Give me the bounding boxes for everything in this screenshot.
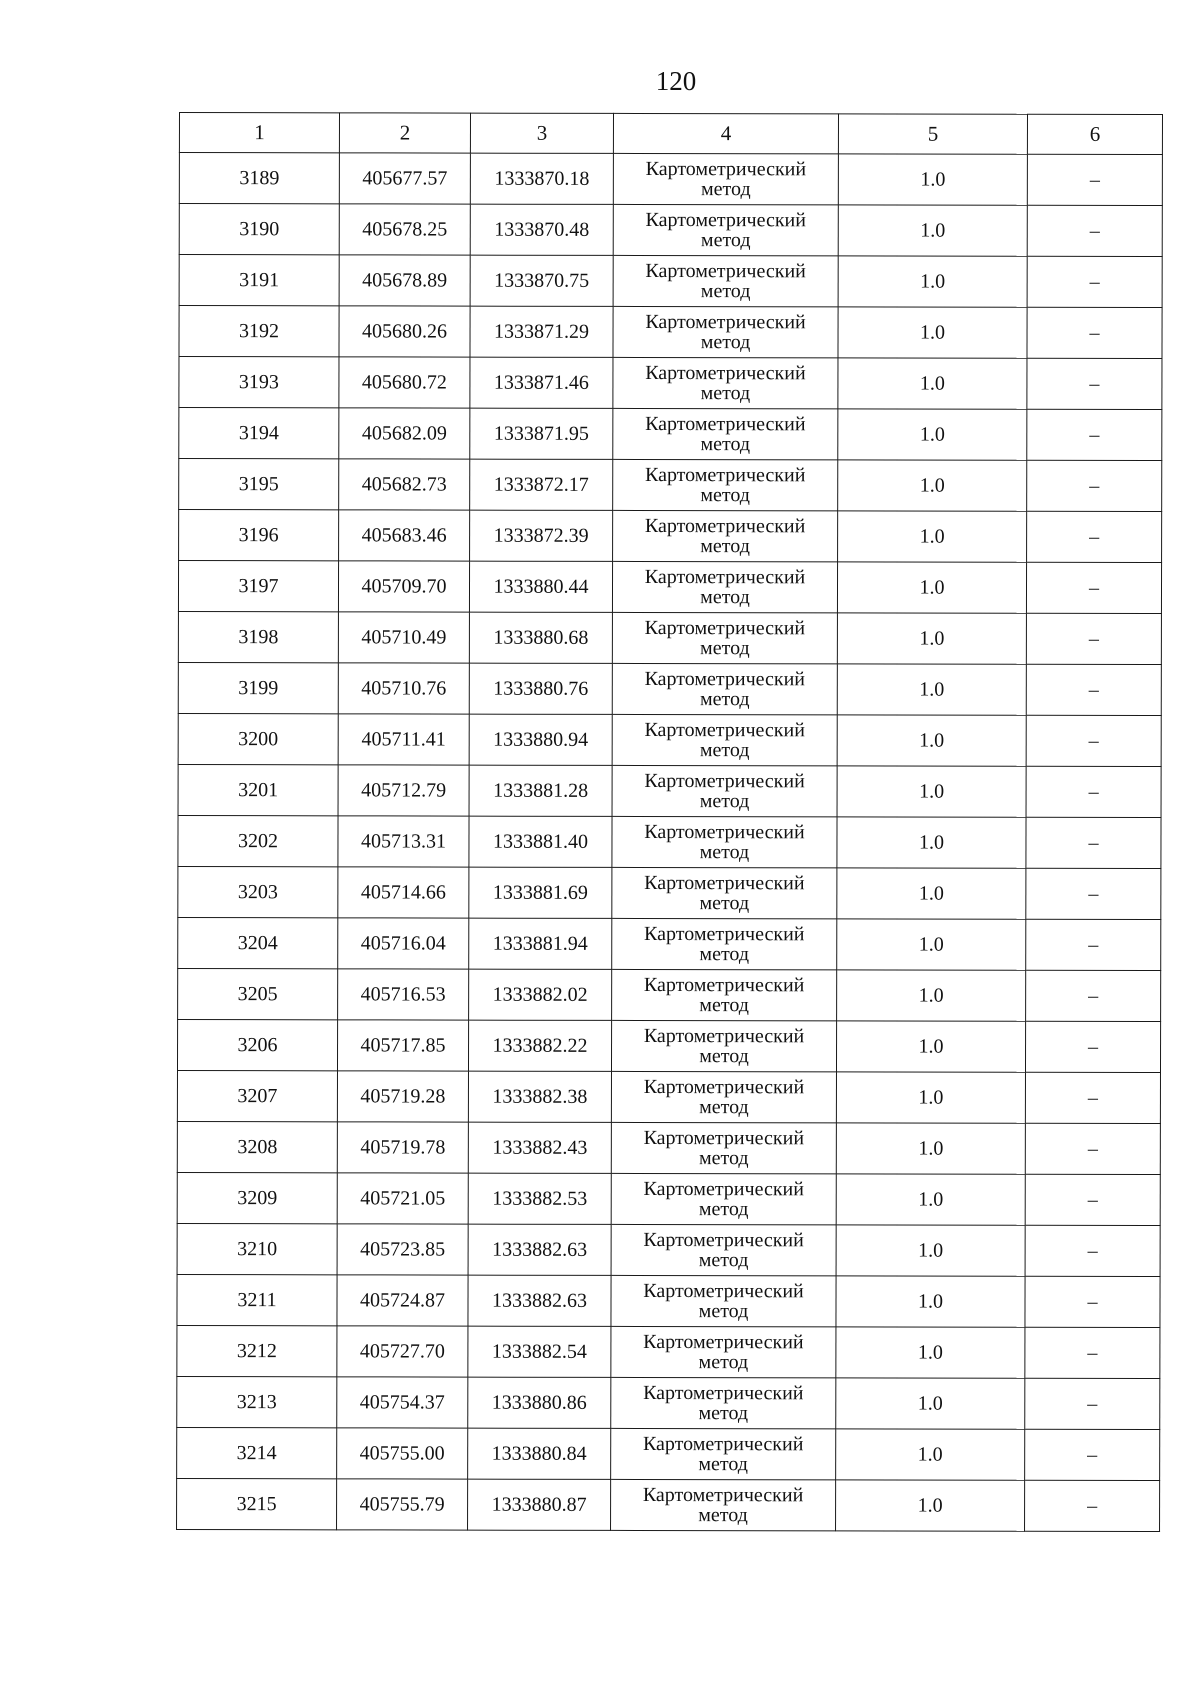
x-coordinate-cell: 405723.85 xyxy=(337,1224,468,1275)
point-number-cell: 3191 xyxy=(179,255,339,306)
point-number-cell: 3204 xyxy=(178,917,338,968)
point-number-cell: 3193 xyxy=(179,357,339,408)
x-coordinate-cell: 405682.09 xyxy=(339,408,470,459)
x-coordinate-cell: 405712.79 xyxy=(338,765,469,816)
method-line-2: метод xyxy=(700,586,750,609)
accuracy-cell: 1.0 xyxy=(837,562,1026,613)
method-line-1: Картометрический xyxy=(644,769,805,793)
method-line-1: Картометрический xyxy=(644,718,805,742)
y-coordinate-cell: 1333881.69 xyxy=(469,867,612,918)
description-cell: – xyxy=(1026,970,1161,1021)
point-number-cell: 3207 xyxy=(177,1070,337,1121)
method-line-1: Картометрический xyxy=(644,667,806,691)
method-line-1: Картометрический xyxy=(643,1024,805,1048)
description-cell: – xyxy=(1025,1174,1160,1225)
y-coordinate-cell: 1333871.46 xyxy=(470,357,613,408)
table-row xyxy=(177,1325,1160,1378)
point-number-cell: 3215 xyxy=(177,1478,337,1529)
y-coordinate-cell: 1333882.22 xyxy=(468,1020,611,1071)
y-coordinate-cell: 1333882.02 xyxy=(469,969,612,1020)
y-coordinate-cell: 1333882.63 xyxy=(468,1224,611,1275)
point-number-cell: 3194 xyxy=(179,408,339,459)
method-line-2: метод xyxy=(698,1300,749,1323)
method-cell xyxy=(612,969,837,1020)
y-coordinate-cell: 1333870.48 xyxy=(470,204,613,255)
accuracy-cell: 1.0 xyxy=(838,511,1027,562)
header-cell: 5 xyxy=(838,114,1027,154)
method-cell xyxy=(612,561,837,612)
method-line-2: метод xyxy=(699,943,750,966)
point-number-cell: 3209 xyxy=(177,1172,337,1223)
method-cell xyxy=(612,765,837,816)
y-coordinate-cell: 1333880.76 xyxy=(469,663,612,714)
method-line-1: Картометрический xyxy=(645,208,807,232)
accuracy-cell: 1.0 xyxy=(837,919,1026,970)
table-row xyxy=(178,561,1161,614)
accuracy-cell: 1.0 xyxy=(837,613,1026,664)
point-number-cell: 3189 xyxy=(179,153,339,204)
table-row xyxy=(178,866,1161,919)
method-cell xyxy=(611,1275,836,1326)
method-cell xyxy=(612,714,837,765)
y-coordinate-cell: 1333882.53 xyxy=(468,1173,611,1224)
point-number-cell: 3196 xyxy=(179,510,339,561)
method-line-2: метод xyxy=(699,1096,749,1119)
point-number-cell: 3210 xyxy=(177,1223,337,1274)
method-cell xyxy=(612,612,837,663)
accuracy-cell: 1.0 xyxy=(836,1225,1025,1276)
description-cell: – xyxy=(1025,1429,1160,1480)
description-cell: – xyxy=(1026,817,1161,868)
method-cell xyxy=(611,1224,836,1275)
method-line-1: Картометрический xyxy=(645,310,806,334)
accuracy-cell: 1.0 xyxy=(838,205,1027,256)
point-number-cell: 3200 xyxy=(178,713,338,764)
description-cell: – xyxy=(1025,1225,1160,1276)
description-cell: – xyxy=(1026,715,1161,766)
y-coordinate-cell: 1333871.29 xyxy=(470,306,613,357)
method-line-2: метод xyxy=(698,1402,749,1425)
method-cell xyxy=(611,1479,836,1530)
table-row xyxy=(179,357,1162,410)
y-coordinate-cell: 1333881.94 xyxy=(469,918,612,969)
table-row xyxy=(177,1376,1160,1429)
page-number: 120 xyxy=(655,66,697,96)
method-cell xyxy=(613,255,838,306)
table-row xyxy=(178,815,1161,868)
x-coordinate-cell: 405713.31 xyxy=(338,816,469,867)
method-line-2: метод xyxy=(698,1249,749,1272)
table-row xyxy=(179,306,1162,359)
y-coordinate-cell: 1333882.63 xyxy=(468,1275,611,1326)
method-line-1: Картометрический xyxy=(643,1177,804,1201)
x-coordinate-cell: 405754.37 xyxy=(337,1377,468,1428)
x-coordinate-cell: 405727.70 xyxy=(337,1326,468,1377)
y-coordinate-cell: 1333882.38 xyxy=(468,1071,611,1122)
description-cell: – xyxy=(1026,919,1161,970)
method-cell xyxy=(612,663,837,714)
x-coordinate-cell: 405714.66 xyxy=(338,867,469,918)
x-coordinate-cell: 405716.04 xyxy=(338,918,469,969)
description-cell: – xyxy=(1025,1480,1160,1531)
description-cell: – xyxy=(1026,766,1161,817)
table-row xyxy=(179,510,1162,563)
point-number-cell: 3195 xyxy=(179,459,339,510)
table-row xyxy=(178,611,1161,664)
accuracy-cell: 1.0 xyxy=(836,1072,1025,1123)
method-line-2: метод xyxy=(699,739,750,762)
accuracy-cell: 1.0 xyxy=(837,664,1026,715)
y-coordinate-cell: 1333870.75 xyxy=(470,255,613,306)
table-row xyxy=(177,1172,1160,1225)
method-cell xyxy=(612,816,837,867)
method-cell xyxy=(613,408,838,459)
description-cell: – xyxy=(1025,1021,1160,1072)
method-line-2: метод xyxy=(700,331,751,354)
method-cell xyxy=(611,1377,836,1428)
description-cell: – xyxy=(1026,562,1161,613)
table-row xyxy=(177,1070,1160,1123)
method-line-2: метод xyxy=(698,1504,748,1527)
method-cell xyxy=(611,1071,836,1122)
method-cell xyxy=(613,204,838,255)
description-cell: – xyxy=(1025,1072,1160,1123)
method-line-2: метод xyxy=(698,1198,749,1221)
method-line-1: Картометрический xyxy=(642,1432,804,1456)
description-cell: – xyxy=(1027,154,1162,205)
header-cell: 3 xyxy=(470,113,613,153)
point-number-cell: 3208 xyxy=(177,1121,337,1172)
method-line-1: Картометрический xyxy=(645,361,806,385)
accuracy-cell: 1.0 xyxy=(837,715,1026,766)
x-coordinate-cell: 405680.72 xyxy=(339,357,470,408)
x-coordinate-cell: 405710.76 xyxy=(338,663,469,714)
table-row xyxy=(177,1274,1160,1327)
table-row xyxy=(178,917,1161,970)
x-coordinate-cell: 405683.46 xyxy=(339,510,470,561)
header-cell: 6 xyxy=(1027,114,1162,154)
point-number-cell: 3199 xyxy=(178,662,338,713)
method-line-2: метод xyxy=(700,229,751,252)
method-line-2: метод xyxy=(699,790,750,813)
point-number-cell: 3202 xyxy=(178,815,338,866)
accuracy-cell: 1.0 xyxy=(837,970,1026,1021)
table-body xyxy=(177,113,1163,1532)
accuracy-cell: 1.0 xyxy=(836,1480,1025,1531)
method-line-1: Картометрический xyxy=(643,1126,805,1150)
point-number-cell: 3211 xyxy=(177,1274,337,1325)
method-line-2: метод xyxy=(701,178,751,201)
table-row xyxy=(178,968,1161,1021)
x-coordinate-cell: 405719.28 xyxy=(337,1071,468,1122)
method-line-2: метод xyxy=(700,280,751,303)
accuracy-cell: 1.0 xyxy=(838,460,1027,511)
method-line-2: метод xyxy=(700,535,750,558)
y-coordinate-cell: 1333872.17 xyxy=(470,459,613,510)
description-cell: – xyxy=(1025,1327,1160,1378)
x-coordinate-cell: 405755.00 xyxy=(337,1428,468,1479)
method-cell xyxy=(612,918,837,969)
description-cell: – xyxy=(1026,868,1161,919)
x-coordinate-cell: 405709.70 xyxy=(338,561,469,612)
description-cell: – xyxy=(1026,664,1161,715)
header-cell: 1 xyxy=(179,113,339,153)
table-row xyxy=(179,459,1162,512)
method-line-1: Картометрический xyxy=(644,871,805,895)
method-line-1: Картометрический xyxy=(644,514,806,538)
method-line-1: Картометрический xyxy=(644,820,805,844)
y-coordinate-cell: 1333880.94 xyxy=(469,714,612,765)
method-line-2: метод xyxy=(700,433,751,456)
method-line-2: метод xyxy=(698,1147,749,1170)
description-cell: – xyxy=(1026,613,1161,664)
x-coordinate-cell: 405717.85 xyxy=(337,1020,468,1071)
x-coordinate-cell: 405710.49 xyxy=(338,612,469,663)
description-cell: – xyxy=(1025,1276,1160,1327)
method-cell xyxy=(611,1122,836,1173)
x-coordinate-cell: 405682.73 xyxy=(339,459,470,510)
accuracy-cell: 1.0 xyxy=(838,256,1027,307)
y-coordinate-cell: 1333881.28 xyxy=(469,765,612,816)
point-number-cell: 3192 xyxy=(179,306,339,357)
description-cell: – xyxy=(1025,1378,1160,1429)
method-line-2: метод xyxy=(698,1453,748,1476)
x-coordinate-cell: 405719.78 xyxy=(337,1122,468,1173)
accuracy-cell: 1.0 xyxy=(836,1174,1025,1225)
table-row xyxy=(178,764,1161,817)
y-coordinate-cell: 1333872.39 xyxy=(470,510,613,561)
accuracy-cell: 1.0 xyxy=(838,358,1027,409)
method-cell xyxy=(613,459,838,510)
point-number-cell: 3206 xyxy=(177,1019,337,1070)
method-cell xyxy=(612,867,837,918)
description-cell: – xyxy=(1027,358,1162,409)
table-row xyxy=(177,1121,1160,1174)
method-line-1: Картометрический xyxy=(644,922,805,946)
point-number-cell: 3198 xyxy=(178,611,338,662)
method-line-1: Картометрический xyxy=(643,1279,804,1303)
header-cell: 4 xyxy=(613,113,838,153)
method-line-1: Картометрический xyxy=(644,616,806,640)
accuracy-cell: 1.0 xyxy=(837,817,1026,868)
method-line-1: Картометрический xyxy=(645,259,806,283)
accuracy-cell: 1.0 xyxy=(836,1123,1025,1174)
method-line-1: Картометрический xyxy=(645,412,806,436)
y-coordinate-cell: 1333880.44 xyxy=(469,561,612,612)
x-coordinate-cell: 405677.57 xyxy=(339,153,470,204)
method-cell xyxy=(611,1428,836,1479)
x-coordinate-cell: 405678.25 xyxy=(339,204,470,255)
method-cell xyxy=(611,1173,836,1224)
method-cell xyxy=(613,357,838,408)
table-row xyxy=(177,1478,1160,1531)
y-coordinate-cell: 1333880.87 xyxy=(468,1479,611,1530)
x-coordinate-cell: 405721.05 xyxy=(337,1173,468,1224)
y-coordinate-cell: 1333881.40 xyxy=(469,816,612,867)
accuracy-cell: 1.0 xyxy=(838,307,1027,358)
x-coordinate-cell: 405755.79 xyxy=(337,1479,468,1530)
table-row xyxy=(179,255,1162,308)
method-line-1: Картометрический xyxy=(642,1483,804,1507)
y-coordinate-cell: 1333882.43 xyxy=(468,1122,611,1173)
description-cell: – xyxy=(1027,256,1162,307)
point-number-cell: 3190 xyxy=(179,204,339,255)
x-coordinate-cell: 405678.89 xyxy=(339,255,470,306)
method-line-1: Картометрический xyxy=(645,157,807,181)
description-cell: – xyxy=(1027,409,1162,460)
method-line-2: метод xyxy=(698,1351,749,1374)
accuracy-cell: 1.0 xyxy=(836,1327,1025,1378)
table-row xyxy=(177,1427,1160,1480)
x-coordinate-cell: 405716.53 xyxy=(338,969,469,1020)
description-cell: – xyxy=(1025,1123,1160,1174)
table-row xyxy=(177,1223,1160,1276)
accuracy-cell: 1.0 xyxy=(836,1276,1025,1327)
description-cell: – xyxy=(1027,511,1162,562)
method-cell xyxy=(613,306,838,357)
method-line-1: Картометрический xyxy=(643,1228,804,1252)
table-row xyxy=(179,153,1162,206)
accuracy-cell: 1.0 xyxy=(837,766,1026,817)
point-number-cell: 3212 xyxy=(177,1325,337,1376)
method-line-1: Картометрический xyxy=(644,565,806,589)
method-cell xyxy=(611,1326,836,1377)
method-line-2: метод xyxy=(700,637,750,660)
table-row xyxy=(179,408,1162,461)
accuracy-cell: 1.0 xyxy=(836,1378,1025,1429)
accuracy-cell: 1.0 xyxy=(836,1429,1025,1480)
table-row xyxy=(178,662,1161,715)
method-line-1: Картометрический xyxy=(644,463,806,487)
header-row xyxy=(179,113,1162,155)
point-number-cell: 3213 xyxy=(177,1376,337,1427)
point-number-cell: 3214 xyxy=(177,1427,337,1478)
method-line-2: метод xyxy=(699,994,749,1017)
y-coordinate-cell: 1333870.18 xyxy=(470,153,613,204)
y-coordinate-cell: 1333880.86 xyxy=(468,1377,611,1428)
x-coordinate-cell: 405711.41 xyxy=(338,714,469,765)
method-cell xyxy=(613,153,838,204)
method-line-1: Картометрический xyxy=(643,1381,804,1405)
y-coordinate-cell: 1333882.54 xyxy=(468,1326,611,1377)
x-coordinate-cell: 405724.87 xyxy=(337,1275,468,1326)
method-cell xyxy=(613,510,838,561)
point-number-cell: 3201 xyxy=(178,764,338,815)
method-line-2: метод xyxy=(699,1045,749,1068)
y-coordinate-cell: 1333880.68 xyxy=(469,612,612,663)
y-coordinate-cell: 1333880.84 xyxy=(468,1428,611,1479)
description-cell: – xyxy=(1027,307,1162,358)
point-number-cell: 3197 xyxy=(178,561,338,612)
method-line-2: метод xyxy=(700,484,751,507)
method-line-1: Картометрический xyxy=(643,973,805,997)
description-cell: – xyxy=(1027,205,1162,256)
table-row xyxy=(179,204,1162,257)
method-line-2: метод xyxy=(699,892,750,915)
method-line-2: метод xyxy=(699,688,750,711)
table-row xyxy=(178,713,1161,766)
point-number-cell: 3203 xyxy=(178,866,338,917)
y-coordinate-cell: 1333871.95 xyxy=(470,408,613,459)
accuracy-cell: 1.0 xyxy=(837,868,1026,919)
accuracy-cell: 1.0 xyxy=(836,1021,1025,1072)
x-coordinate-cell: 405680.26 xyxy=(339,306,470,357)
accuracy-cell: 1.0 xyxy=(838,409,1027,460)
method-line-2: метод xyxy=(700,382,751,405)
accuracy-cell: 1.0 xyxy=(838,154,1027,205)
method-line-2: метод xyxy=(699,841,750,864)
description-cell: – xyxy=(1027,460,1162,511)
method-cell xyxy=(611,1020,836,1071)
method-line-1: Картометрический xyxy=(643,1330,804,1354)
method-line-1: Картометрический xyxy=(643,1075,805,1099)
coordinates-table xyxy=(176,112,1163,1532)
table-row xyxy=(177,1019,1160,1072)
point-number-cell: 3205 xyxy=(178,968,338,1019)
header-cell: 2 xyxy=(339,113,470,153)
